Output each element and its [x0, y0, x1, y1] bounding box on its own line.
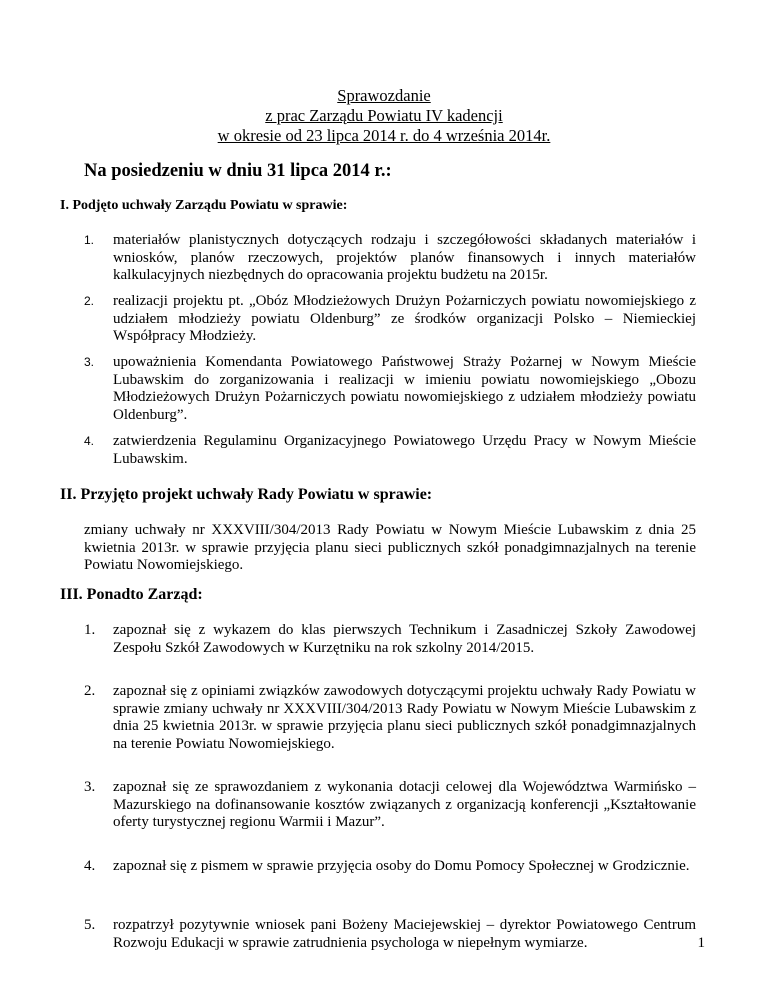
section-3-heading: III. Ponadto Zarząd: — [60, 586, 203, 603]
list-item-text: materiałów planistycznych dotyczących rodzaju i szczegółowości składanych materiałów i wniosków, planów rzeczowych, projektów planów finansowych i innych materiałów kalkulacyjnych niezbędnych do opracowania projektu budżetu na 2015r. — [113, 232, 696, 283]
list-item — [84, 917, 696, 952]
list-item-text: zapoznał się z opiniami związków zawodowych dotyczącymi projektu uchwały Rady Powiatu w sprawie zmiany uchwały nr XXXVIII/304/2013 Rady Powiatu w Nowym Mieście Lubawskim z dnia 25 kwietnia 2013r. w sprawie przyjęcia planu sieci publicznych szkół ponadgimnazjalnych na terenie Powiatu Nowomiejskiego. — [113, 683, 696, 752]
list-item — [84, 622, 696, 657]
list-item — [84, 779, 696, 832]
list-item-text: realizacji projektu pt. „Obóz Młodzieżowych Drużyn Pożarniczych powiatu nowomiejskiego z udziałem młodzieży powiatu Oldenburg” ze środków organizacji Polsko – Niemieckiej Współpracy Młodzieży. — [113, 293, 696, 344]
report-title — [0, 86, 768, 146]
list-item — [84, 858, 696, 876]
list-item-number: 5. — [84, 917, 96, 933]
list-item-text: upoważnienia Komendanta Powiatowego Państwowej Straży Pożarnej w Nowym Mieście Lubawskim do zorganizowania i realizacji w imieniu powiatu nowomiejskiego „Obozu Młodzieżowych Drużyn Pożarniczych powiatu nowomiejskiego z udziałem młodzieży powiatu Oldenburg”. — [113, 354, 696, 423]
list-item — [84, 293, 696, 346]
title-line-3: w okresie od 23 lipca 2014 r. do 4 września 2014r. — [217, 126, 551, 145]
list-item — [84, 683, 696, 753]
section-2-text: zmiany uchwały nr XXXVIII/304/2013 Rady Powiatu w Nowym Mieście Lubawskim z dnia 25 kwietnia 2013r. w sprawie przyjęcia planu sieci publicznych szkół ponadgimnazjalnych na terenie Powiatu Nowomiejskiego. — [84, 522, 696, 573]
list-item-number: 3. — [84, 779, 96, 795]
list-item-number: 1. — [84, 233, 95, 247]
section-2-heading: II. Przyjęto projekt uchwały Rady Powiatu w sprawie: — [60, 486, 433, 503]
list-item-text: zapoznał się z wykazem do klas pierwszych Technikum i Zasadniczej Szkoły Zawodowej Zespołu Szkół Zawodowych w Kurzętniku na rok szkolny 2014/2015. — [113, 622, 696, 656]
meeting-heading: Na posiedzeniu w dniu 31 lipca 2014 r.: — [84, 161, 392, 181]
list-item-number: 4. — [84, 434, 95, 448]
page-number: 1 — [697, 935, 705, 951]
list-item — [84, 433, 696, 468]
title-line-2: z prac Zarządu Powiatu IV kadencji — [265, 106, 503, 125]
section-1-heading: I. Podjęto uchwały Zarządu Powiatu w sprawie: — [60, 198, 348, 213]
list-item-number: 2. — [84, 683, 96, 699]
title-line-1: Sprawozdanie — [337, 86, 431, 105]
list-item-number: 2. — [84, 294, 95, 308]
list-item-text: rozpatrzył pozytywnie wniosek pani Bożeny Maciejewskiej – dyrektor Powiatowego Centrum Rozwoju Edukacji w sprawie zatrudnienia psychologa w niepełnym wymiarze. — [113, 917, 696, 951]
list-item-text: zatwierdzenia Regulaminu Organizacyjnego Powiatowego Urzędu Pracy w Nowym Mieście Lubawskim. — [113, 433, 696, 467]
list-item-text: zapoznał się ze sprawozdaniem z wykonania dotacji celowej dla Województwa Warmińsko – Mazurskiego na dofinansowanie kosztów związanych z organizacją konferencji „Kształtowanie oferty turystycznej regionu Warmii i Mazur”. — [113, 779, 696, 830]
list-item — [84, 354, 696, 424]
list-item-text: zapoznał się z pismem w sprawie przyjęcia osoby do Domu Pomocy Społecznej w Grodzicznie. — [113, 858, 690, 874]
list-item — [84, 232, 696, 285]
list-item-number: 4. — [84, 858, 96, 874]
list-item-number: 1. — [84, 622, 96, 638]
list-item-number: 3. — [84, 355, 95, 369]
